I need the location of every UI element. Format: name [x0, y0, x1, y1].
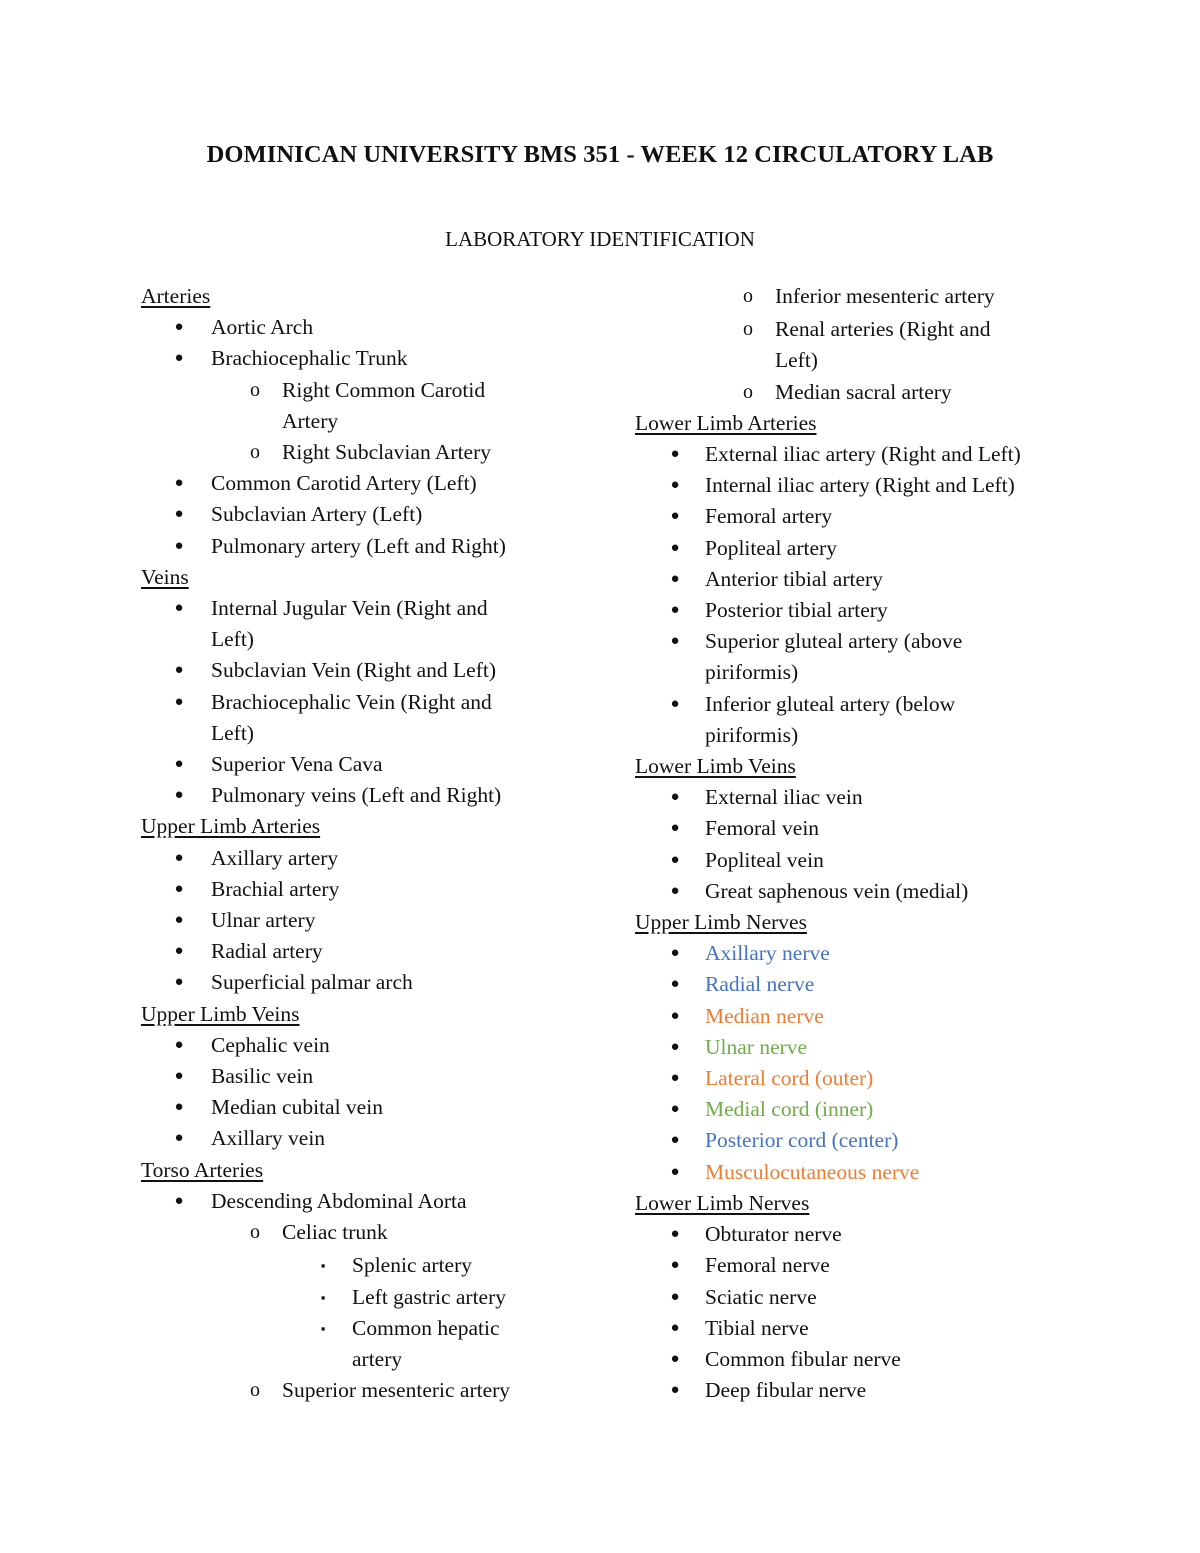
list-item	[635, 1094, 1095, 1125]
list-item	[635, 1282, 1095, 1313]
bullet-icon: ●	[670, 820, 680, 837]
item-text: Radial nerve	[705, 972, 815, 997]
bullet-icon: ●	[174, 319, 184, 336]
bullet-icon: ●	[174, 912, 184, 929]
heading-lower-limb-veins: Lower Limb Veins	[635, 754, 796, 779]
list-item-continued: piriformis)	[705, 660, 799, 685]
item-text: Femoral artery	[705, 504, 833, 529]
bullet-icon: ●	[670, 1319, 680, 1336]
item-text: Brachiocephalic Trunk	[211, 346, 408, 371]
item-text: Inferior gluteal artery (below	[705, 691, 956, 716]
list-item	[635, 314, 1095, 345]
bullet-icon: ●	[670, 1070, 680, 1087]
bullet-icon: ●	[174, 974, 184, 991]
list-item	[635, 845, 1095, 876]
bullet-icon: ●	[174, 880, 184, 897]
bullet-icon: ●	[174, 475, 184, 492]
list-item	[141, 905, 581, 936]
bullet-icon: ●	[670, 1163, 680, 1180]
list-item	[141, 1061, 581, 1092]
bullet-icon: ●	[670, 570, 680, 587]
item-text: Musculocutaneous nerve	[705, 1159, 920, 1184]
bullet-icon: ●	[670, 1038, 680, 1055]
item-text: Ulnar nerve	[705, 1034, 808, 1059]
list-item	[635, 1001, 1095, 1032]
bullet-icon: ●	[174, 1099, 184, 1116]
list-item	[635, 626, 1095, 657]
item-text: Descending Abdominal Aorta	[211, 1188, 467, 1213]
list-item	[141, 531, 581, 562]
bullet-icon: ●	[174, 1036, 184, 1053]
list-item	[141, 499, 581, 530]
bullet-icon: ●	[174, 506, 184, 523]
bullet-icon: ●	[174, 1192, 184, 1209]
item-text: Median cubital vein	[211, 1095, 383, 1120]
bullet-icon: ●	[174, 943, 184, 960]
list-item	[635, 876, 1095, 907]
bullet-icon: ●	[670, 1350, 680, 1367]
list-item	[635, 470, 1095, 501]
bullet-icon: ●	[670, 1007, 680, 1024]
heading-lower-limb-arteries: Lower Limb Arteries	[635, 410, 817, 435]
list-item	[141, 437, 581, 468]
bullet-icon: ●	[174, 693, 184, 710]
item-text: Median sacral artery	[775, 379, 952, 404]
item-text: Tibial nerve	[705, 1315, 809, 1340]
circle-bullet-icon: o	[250, 441, 260, 464]
list-item	[635, 1125, 1095, 1156]
item-text: Femoral vein	[705, 816, 820, 841]
item-text: Pulmonary artery (Left and Right)	[211, 533, 506, 558]
item-text: Superior Vena Cava	[211, 752, 383, 777]
list-item	[635, 1375, 1095, 1406]
bullet-icon: ●	[174, 600, 184, 617]
list-item	[635, 1250, 1095, 1281]
bullet-icon: ●	[174, 849, 184, 866]
bullet-icon: ●	[670, 602, 680, 619]
circle-bullet-icon: o	[250, 1379, 260, 1402]
list-item	[141, 1250, 581, 1281]
square-bullet-icon: ▪	[320, 1258, 326, 1274]
list-item	[141, 1092, 581, 1123]
list-item	[635, 595, 1095, 626]
bullet-icon: ●	[670, 633, 680, 650]
list-item	[635, 782, 1095, 813]
item-text: Axillary artery	[211, 845, 339, 870]
list-item	[141, 1217, 581, 1248]
bullet-icon: ●	[670, 851, 680, 868]
item-text: Radial artery	[211, 939, 323, 964]
circle-bullet-icon: o	[743, 380, 753, 403]
list-item	[635, 1157, 1095, 1188]
item-text: Celiac trunk	[282, 1220, 388, 1245]
bullet-icon: ●	[670, 1226, 680, 1243]
bullet-icon: ●	[670, 1132, 680, 1149]
circle-bullet-icon: o	[743, 285, 753, 307]
item-text: Obturator nerve	[705, 1222, 842, 1247]
item-text: Common hepatic	[352, 1315, 500, 1340]
section-subtitle: LABORATORY IDENTIFICATION	[445, 227, 755, 251]
bullet-icon: ●	[174, 756, 184, 773]
list-item	[635, 281, 1095, 312]
item-text: Right Subclavian Artery	[282, 440, 491, 465]
list-item	[141, 1123, 581, 1154]
item-text: Basilic vein	[211, 1064, 314, 1089]
list-item	[635, 1313, 1095, 1344]
list-item	[635, 501, 1095, 532]
circle-bullet-icon: o	[250, 378, 260, 401]
item-text: Lateral cord (outer)	[705, 1066, 874, 1091]
list-item	[141, 967, 581, 998]
item-text: Median nerve	[705, 1003, 824, 1028]
list-item	[635, 533, 1095, 564]
circle-bullet-icon: o	[250, 1221, 260, 1244]
bullet-icon: ●	[174, 1130, 184, 1147]
list-item	[141, 936, 581, 967]
bullet-icon: ●	[670, 976, 680, 993]
item-text: Superior mesenteric artery	[282, 1378, 511, 1403]
item-text: Superficial palmar arch	[211, 970, 413, 995]
bullet-icon: ●	[670, 882, 680, 899]
list-item	[635, 564, 1095, 595]
bullet-icon: ●	[174, 1068, 184, 1085]
list-item	[141, 1313, 581, 1344]
bullet-icon: ●	[174, 662, 184, 679]
item-text: Ulnar artery	[211, 908, 316, 933]
heading-upper-limb-arteries: Upper Limb Arteries	[141, 814, 321, 839]
list-item	[141, 655, 581, 686]
list-item	[141, 593, 581, 624]
list-item	[141, 874, 581, 905]
item-text: Femoral nerve	[705, 1253, 830, 1278]
item-text: Inferior mesenteric artery	[775, 284, 995, 308]
list-item	[141, 1030, 581, 1061]
list-item	[635, 938, 1095, 969]
item-text: Common fibular nerve	[705, 1346, 901, 1371]
list-item	[635, 813, 1095, 844]
list-item	[635, 377, 1095, 408]
bullet-icon: ●	[670, 446, 680, 463]
list-item	[141, 843, 581, 874]
bullet-icon: ●	[174, 787, 184, 804]
item-text: Brachial artery	[211, 876, 340, 901]
heading-veins: Veins	[141, 564, 189, 589]
item-text: Axillary vein	[211, 1126, 326, 1151]
list-item-continued: piriformis)	[705, 722, 799, 747]
item-text: Posterior tibial artery	[705, 598, 888, 623]
item-text: Pulmonary veins (Left and Right)	[211, 783, 502, 808]
item-text: Anterior tibial artery	[705, 566, 883, 591]
square-bullet-icon: ▪	[320, 1320, 326, 1336]
item-text: Popliteal artery	[705, 535, 837, 560]
bullet-icon: ●	[670, 539, 680, 556]
list-item	[635, 1063, 1095, 1094]
heading-arteries: Arteries	[141, 284, 211, 308]
bullet-icon: ●	[670, 695, 680, 712]
item-text: Renal arteries (Right and	[775, 317, 991, 342]
heading-lower-limb-nerves: Lower Limb Nerves	[635, 1190, 810, 1215]
item-text: Great saphenous vein (medial)	[705, 878, 969, 903]
list-item	[141, 1186, 581, 1217]
bullet-icon: ●	[174, 350, 184, 367]
bullet-icon: ●	[670, 1101, 680, 1118]
item-text: Subclavian Artery (Left)	[211, 502, 423, 527]
item-text: Internal iliac artery (Right and Left)	[705, 473, 1015, 498]
item-text: External iliac vein	[705, 785, 863, 810]
square-bullet-icon: ▪	[320, 1289, 326, 1305]
bullet-icon: ●	[670, 1257, 680, 1274]
item-text: Popliteal vein	[705, 847, 824, 872]
list-item	[141, 687, 581, 718]
item-text: Cephalic vein	[211, 1032, 330, 1057]
item-text: Splenic artery	[352, 1253, 472, 1278]
list-item-continued: artery	[352, 1346, 403, 1371]
bullet-icon: ●	[670, 1288, 680, 1305]
item-text: Deep fibular nerve	[705, 1378, 867, 1403]
bullet-icon: ●	[670, 508, 680, 525]
bullet-icon: ●	[670, 945, 680, 962]
list-item-continued: Left)	[211, 627, 254, 652]
list-item	[635, 439, 1095, 470]
item-text: Internal Jugular Vein (Right and	[211, 596, 488, 621]
right-column	[635, 281, 1095, 1406]
list-item	[635, 689, 1095, 720]
item-text: Axillary nerve	[705, 941, 830, 966]
document-title: DOMINICAN UNIVERSITY BMS 351 - WEEK 12 CIRCULATORY LAB	[206, 141, 994, 168]
item-text: Medial cord (inner)	[705, 1097, 874, 1122]
item-text: Brachiocephalic Vein (Right and	[211, 689, 492, 714]
heading-upper-limb-nerves: Upper Limb Nerves	[635, 910, 807, 935]
list-item	[141, 312, 581, 343]
heading-torso-arteries: Torso Arteries	[141, 1157, 264, 1182]
item-text: Subclavian Vein (Right and Left)	[211, 658, 497, 683]
list-item	[635, 1032, 1095, 1063]
list-item	[141, 749, 581, 780]
item-text: Right Common Carotid	[282, 377, 486, 402]
circle-bullet-icon: o	[743, 318, 753, 341]
bullet-icon: ●	[670, 477, 680, 494]
list-item	[141, 468, 581, 499]
item-text: Posterior cord (center)	[705, 1128, 899, 1153]
left-column	[141, 281, 581, 1406]
list-item	[635, 1219, 1095, 1250]
item-text: Aortic Arch	[211, 315, 314, 340]
list-item	[141, 1375, 581, 1406]
list-item	[141, 780, 581, 811]
item-text: Common Carotid Artery (Left)	[211, 471, 477, 496]
list-item-continued: Left)	[211, 720, 254, 745]
heading-upper-limb-veins: Upper Limb Veins	[141, 1001, 300, 1026]
list-item-continued: Left)	[775, 348, 818, 373]
list-item	[141, 1282, 581, 1313]
list-item	[141, 375, 581, 406]
bullet-icon: ●	[670, 789, 680, 806]
list-item-continued: Artery	[282, 408, 339, 433]
list-item	[635, 1344, 1095, 1375]
item-text: Superior gluteal artery (above	[705, 629, 963, 654]
bullet-icon: ●	[174, 537, 184, 554]
list-item	[635, 969, 1095, 1000]
list-item	[141, 343, 581, 374]
item-text: External iliac artery (Right and Left)	[705, 442, 1021, 467]
item-text: Sciatic nerve	[705, 1284, 817, 1309]
bullet-icon: ●	[670, 1382, 680, 1399]
item-text: Left gastric artery	[352, 1284, 506, 1309]
